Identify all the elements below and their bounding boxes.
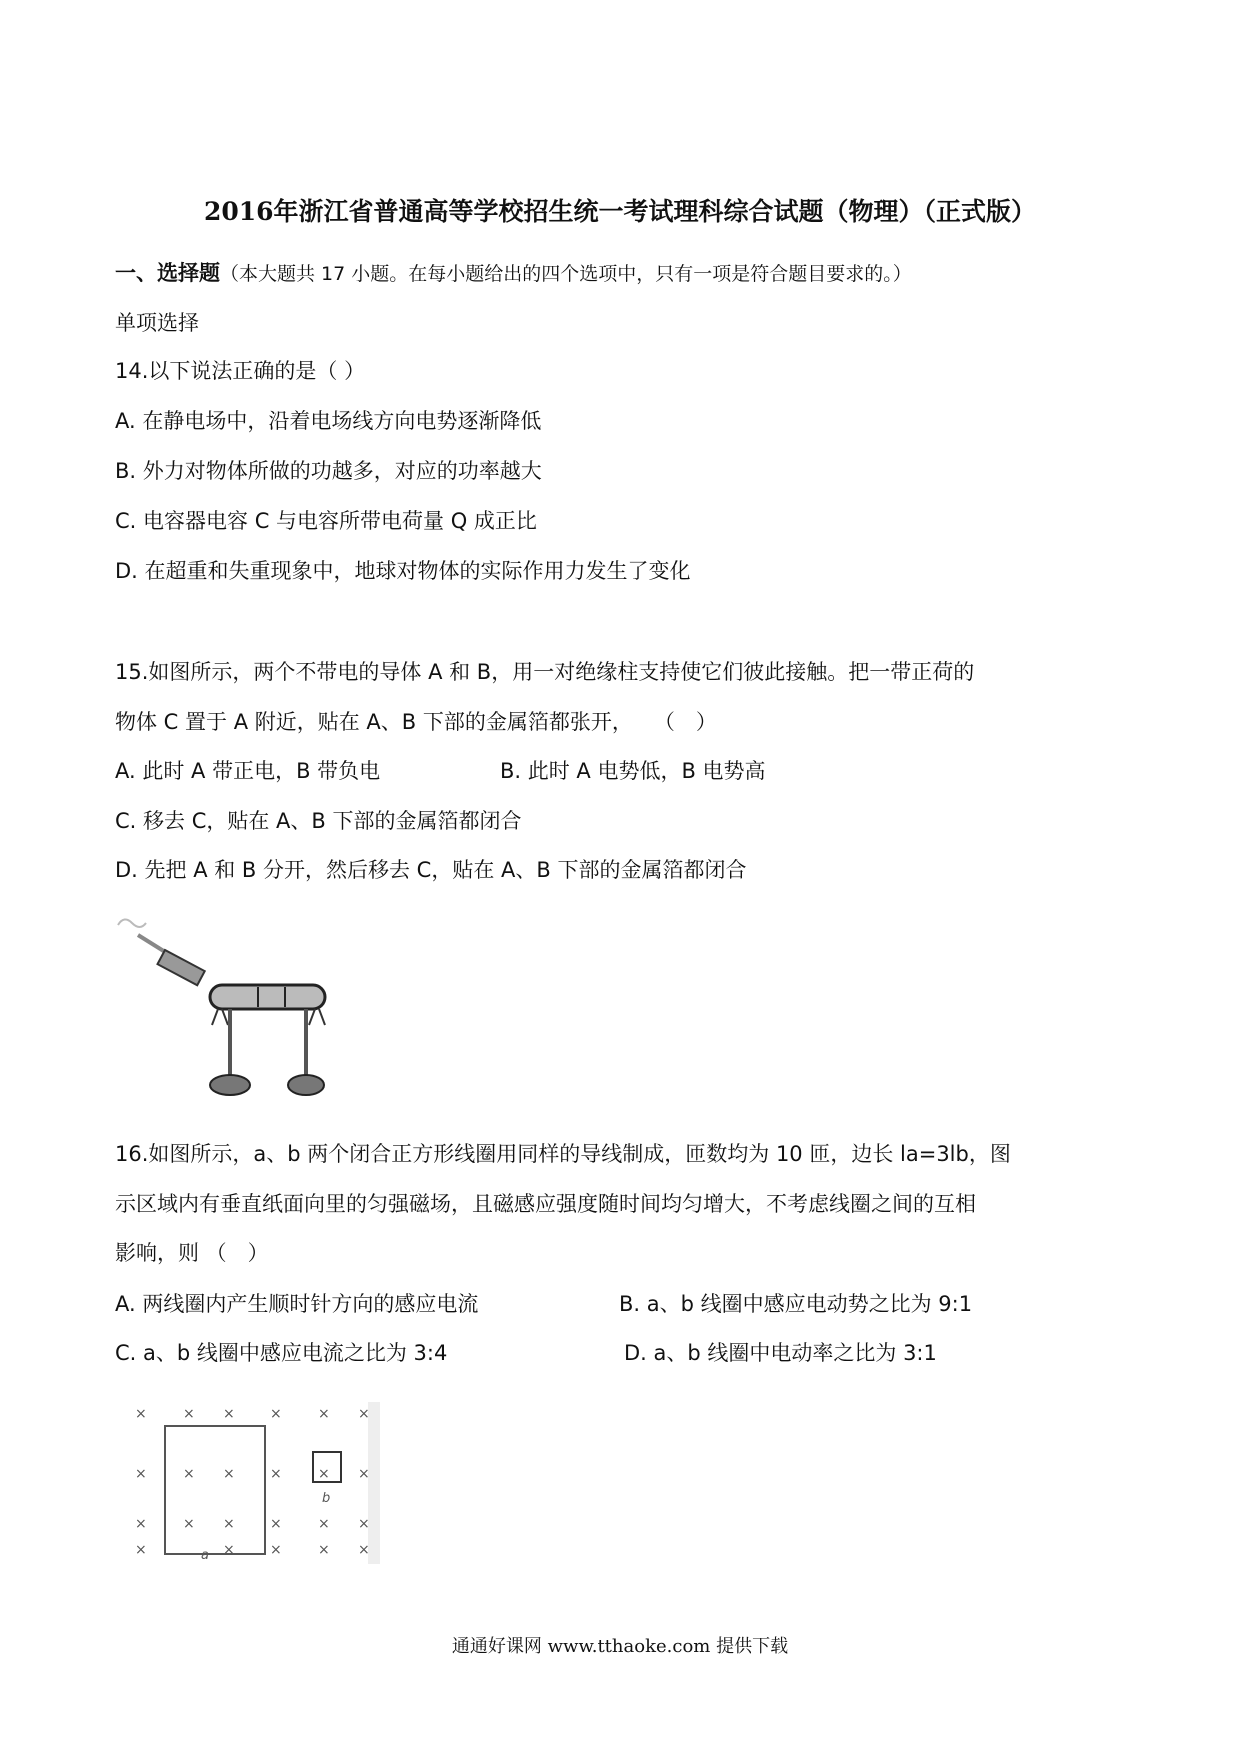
q15-stem-line2: 物体 C 置于 A 附近，贴在 A、B 下部的金属箔都张开， （ ） — [115, 710, 717, 734]
field-cross-icon: × — [358, 1516, 370, 1532]
field-cross-icon: × — [318, 1406, 330, 1422]
field-cross-icon: × — [318, 1516, 330, 1532]
q16-option-a: A. 两线圈内产生顺时针方向的感应电流 — [115, 1292, 479, 1316]
q16-option-b: B. a、b 线圈中感应电动势之比为 9:1 — [619, 1292, 973, 1316]
field-cross-icon: × — [135, 1466, 147, 1482]
q15-option-b: B. 此时 A 电势低，B 电势高 — [500, 759, 766, 783]
q14-option-c: C. 电容器电容 C 与电容所带电荷量 Q 成正比 — [115, 509, 537, 533]
field-cross-icon: × — [358, 1406, 370, 1422]
coil-a — [165, 1426, 265, 1554]
q16-stem-line1: 16.如图所示，a、b 两个闭合正方形线圈用同样的导线制成，匝数均为 10 匝，边长 la=3lb，图 — [115, 1142, 1011, 1166]
q14-option-a: A. 在静电场中，沿着电场线方向电势逐渐降低 — [115, 409, 542, 433]
conductor-ab — [210, 985, 325, 1009]
field-cross-icon: × — [223, 1516, 235, 1532]
field-cross-icon: × — [358, 1542, 370, 1558]
q15-stem-line1: 15.如图所示，两个不带电的导体 A 和 B，用一对绝缘柱支持使它们彼此接触。把一带正荷的 — [115, 660, 975, 684]
q15-option-c: C. 移去 C，贴在 A、B 下部的金属箔都闭合 — [115, 809, 522, 833]
field-cross-icon: × — [135, 1406, 147, 1422]
field-cross-icon: × — [270, 1542, 282, 1558]
field-cross-icon: × — [318, 1466, 330, 1482]
q15-option-a: A. 此时 A 带正电，B 带负电 — [115, 759, 381, 783]
footer-source: 通通好课网 www.tthaoke.com 提供下载 — [451, 1636, 789, 1657]
field-cross-icon: × — [318, 1542, 330, 1558]
q16-stem-line3: 影响，则 （ ） — [115, 1241, 269, 1265]
section-note: （本大题共 17 小题。在每小题给出的四个选项中，只有一项是符合题目要求的。） — [220, 263, 912, 285]
field-cross-icon: × — [223, 1466, 235, 1482]
magnetic-field-figure — [128, 1402, 380, 1564]
field-cross-icon: × — [223, 1542, 235, 1558]
q15-option-d: D. 先把 A 和 B 分开，然后移去 C，贴在 A、B 下部的金属箔都闭合 — [115, 858, 747, 882]
page-title: 2016年浙江省普通高等学校招生统一考试理科综合试题（物理）（正式版） — [203, 197, 1037, 226]
q16-option-c: C. a、b 线圈中感应电流之比为 3:4 — [115, 1341, 448, 1365]
q14-option-b: B. 外力对物体所做的功越多，对应的功率越大 — [115, 459, 542, 483]
coil-b-label: b — [322, 1491, 331, 1506]
field-cross-icon: × — [270, 1516, 282, 1532]
q16-option-d: D. a、b 线圈中电动率之比为 3:1 — [624, 1341, 937, 1365]
coil-a-label: a — [201, 1548, 209, 1563]
section-subheading: 单项选择 — [115, 311, 199, 335]
section-heading: 一、选择题 — [115, 261, 220, 285]
field-cross-icon: × — [223, 1406, 235, 1422]
field-cross-icon: × — [135, 1542, 147, 1558]
q16-stem-line2: 示区域内有垂直纸面向里的匀强磁场，且磁感应强度随时间均匀增大，不考虑线圈之间的互相 — [115, 1192, 976, 1216]
field-cross-icon: × — [270, 1466, 282, 1482]
field-cross-icon: × — [135, 1516, 147, 1532]
field-cross-icon: × — [183, 1516, 195, 1532]
q14-stem: 14.以下说法正确的是（ ） — [115, 359, 366, 383]
field-cross-icon: × — [270, 1406, 282, 1422]
section-header — [115, 259, 912, 288]
field-cross-icon: × — [358, 1466, 370, 1482]
conductor-figure — [110, 905, 340, 1100]
field-cross-icon: × — [183, 1406, 195, 1422]
q14-option-d: D. 在超重和失重现象中，地球对物体的实际作用力发生了变化 — [115, 559, 691, 583]
field-cross-icon: × — [183, 1466, 195, 1482]
